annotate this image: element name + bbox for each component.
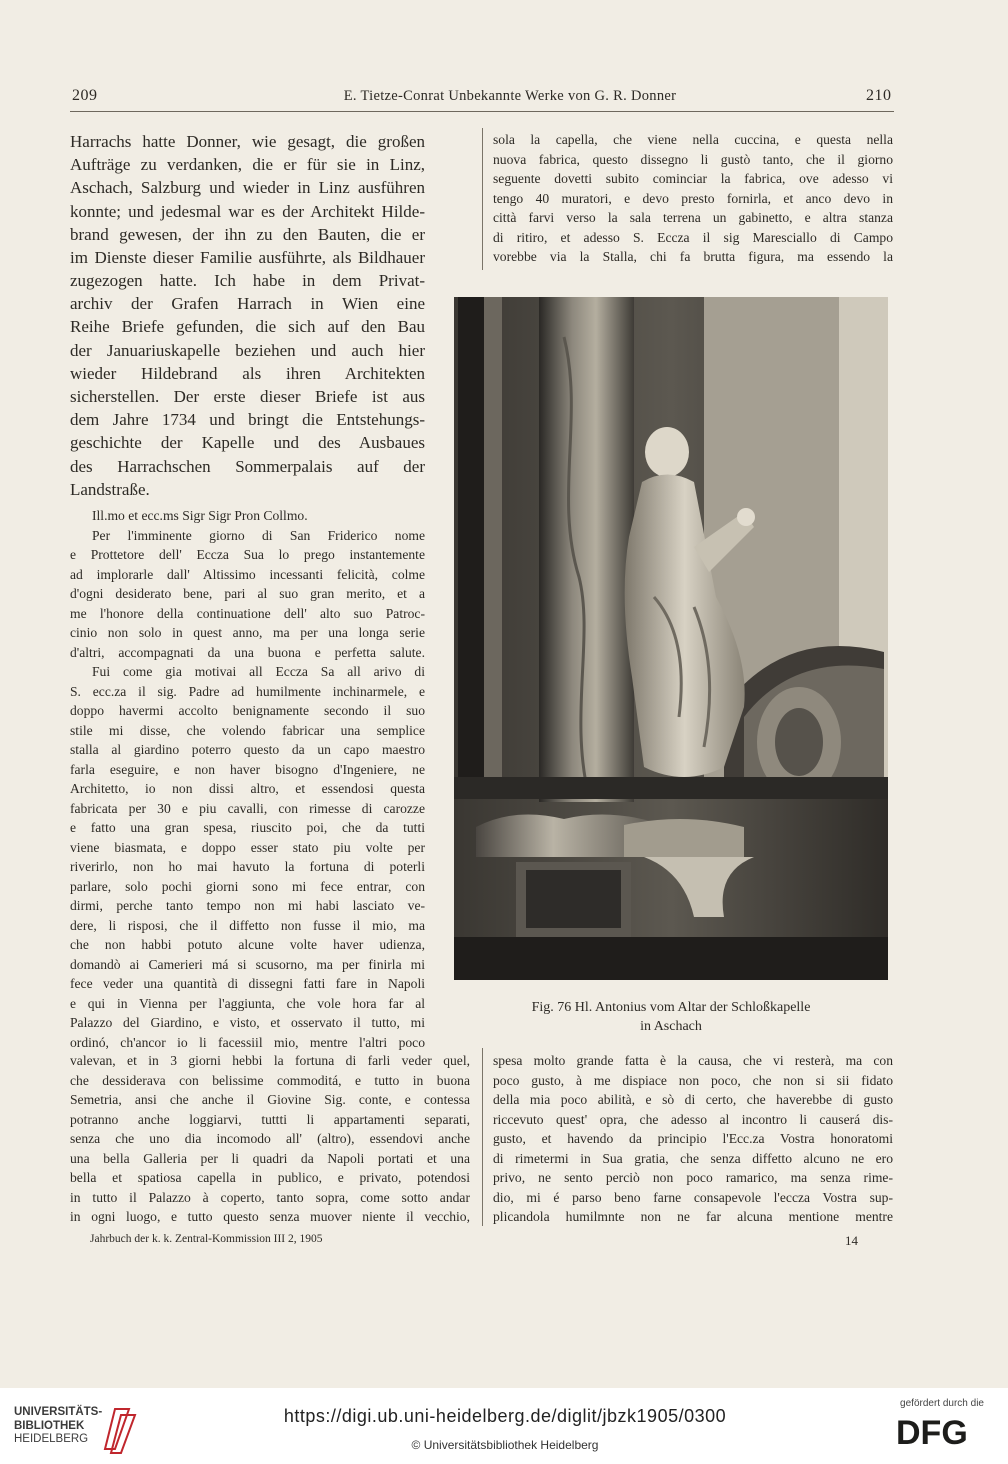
letter-line: e qui in Vienna per l'aggiunta, che vole hora far al [70, 995, 425, 1011]
letter-line: d'altri, accompagnati da una buona e perfetta salute. [70, 644, 425, 660]
caption-line: in Aschach [640, 1019, 702, 1034]
letter-line: seguente dovetti subito cominciar la fabrica, ove adesso vi [493, 171, 893, 186]
letter-line: fece veder una quantità di dissegni fatti fare in Napoli [70, 976, 425, 991]
letter-line: e fatto una gran spesa, riuscito poi, che da tutti [70, 820, 425, 835]
letter-salutation: Ill.mo et ecc.ms Sigr Sigr Pron Collmo. [92, 508, 308, 523]
letter-line: doppo havermi accolto benignamente secondo il suo [70, 703, 425, 718]
text-line: des Harrachschen Sommerpalais auf der [70, 456, 425, 476]
letter-line: sola la capella, che viene nella cuccina, e questa nella [493, 132, 893, 147]
letter-line: nuova fabrica, questo dissegno li gustò tanto, che il giorno [493, 151, 893, 167]
letter-line: di rimetermi in Sua gratia, che senza diffetto alcuno ne ero [493, 1150, 893, 1166]
letter-line: viene biasmata, e doppo esser stato piu volte per [70, 839, 425, 855]
library-logo-icon [95, 1405, 245, 1455]
letter-line: domandò ai Camerieri má si scusorno, ma per finirla mi [70, 956, 425, 972]
letter-line: senza che uno dia incomodo all' (altro), essendovi anche [70, 1131, 470, 1146]
statue-photo-illustration [454, 297, 888, 980]
funding-label: gefördert durch die [900, 1398, 984, 1409]
letter-line: che non habbi potuto alcune volte haver udienza, [70, 937, 425, 952]
dfg-logo-icon [896, 1414, 990, 1448]
italian-letter-wide [70, 1051, 470, 1227]
text-line: Harrachs hatte Donner, wie gesagt, die großen [70, 132, 425, 151]
letter-line: Semetria, ansi che anche il Giovine Sig. conte, e contessa [70, 1092, 470, 1107]
footer-bar [0, 1388, 1008, 1464]
letter-line: spesa molto grande fatta è la causa, che vi resterà, ma con [493, 1053, 893, 1068]
letter-line: fabricata per 30 e piu cavalli, con rimesse di carozze [70, 800, 425, 816]
letter-line: cinio non solo in quest anno, ma per una longa serie [70, 625, 425, 640]
letter-line: farla eseguire, e non haver bisogno d'Ingeniere, ne [70, 761, 425, 777]
letter-line: plicandola humilmnte non ne far alcuna mentione mentre [493, 1209, 893, 1224]
letter-line: dirmi, perche tanto tempo non mi habi lasciato ve- [70, 898, 425, 913]
letter-line: ordinó, ch'ancor io li facessiil mio, mentre l'altri poco [70, 1034, 425, 1050]
running-title: E. Tietze-Conrat Unbekannte Werke von G. R. Donner [343, 88, 677, 104]
letter-line: poco gusto, à me dispiace non poco, che non si sii fidato [493, 1072, 893, 1088]
library-line: HEIDELBERG [14, 1433, 89, 1445]
permalink-url[interactable]: https://digi.ub.uni-heidelberg.de/diglit/jbzk1905/0300 [283, 1406, 727, 1426]
letter-line: Palazzo del Giardino, e visto, et osservato il tutto, mi [70, 1015, 425, 1030]
letter-line: in ogni luogo, e tutto questo senza muover niente il vecchio, [70, 1209, 470, 1224]
page-number-right: 210 [866, 87, 892, 104]
text-line: archiv der Grafen Harrach in Wien eine [70, 294, 425, 314]
letter-line: d'ogni desiderato bene, pari al suo gran merito, et a [70, 586, 425, 601]
letter-line: che dessiderava con belissime commoditá, e tutto in buona [70, 1072, 470, 1088]
dfg-logo-text: DFG [896, 1414, 968, 1448]
letter-line: Fui come gia motivai all Eccza Sa all arivo di [92, 664, 425, 679]
column-divider-top [482, 128, 483, 270]
text-line: dem Jahre 1734 und bringt die Entstehungs- [70, 410, 425, 430]
letter-line: gusto, et havendo da principio l'Ecc.za Vostra honoratomi [493, 1131, 893, 1146]
letter-line: valevan, et in 3 giorni hebbi la fortuna di farli veder quel, [70, 1053, 470, 1068]
text-line: wieder Hildebrand als ihren Architekten [70, 363, 425, 383]
figure-photograph [454, 297, 888, 980]
page-number-left: 209 [72, 87, 98, 104]
library-name [14, 1406, 102, 1447]
text-line: geschichte der Kapelle und des Ausbaues [70, 433, 425, 453]
figure-caption [454, 998, 888, 1036]
caption-line: Fig. 76 Hl. Antonius vom Altar der Schloßkapelle [531, 1000, 811, 1015]
letter-line: me l'honore della continuatione dell' alto suo Patroc- [70, 605, 425, 621]
letter-line: di ritiro, et adesso S. Eccza il sig Maresciallo di Campo [493, 229, 893, 245]
letter-line: parlare, solo pochi giorni sono mi fece entrar, con [70, 878, 425, 894]
letter-line: bella et spatiosa capella in publico, e privato, potendosi [70, 1170, 470, 1185]
text-line: brand gewesen, der ihn zu den Bauten, die er [70, 224, 425, 244]
copyright-notice: © Universitätsbibliothek Heidelberg [411, 1438, 599, 1452]
letter-line: riccevuto quest' opra, che adesso al incontro li causerá dis- [493, 1111, 893, 1127]
letter-line: S. ecc.za il sig. Padre ad humilmente inchinarmele, e [70, 683, 425, 699]
letter-line: Architetto, io non dissi altro, et essendosi questa [70, 781, 425, 796]
signature-mark: 14 [845, 1233, 858, 1248]
letter-line: privo, ne sento perciò non poco ramarico, ma senza rime- [493, 1170, 893, 1185]
letter-line: una bella Galleria per li quadri da Napoli portati et una [70, 1150, 470, 1166]
text-line: Reihe Briefe gefunden, die sich auf den Bau [70, 317, 425, 337]
letter-line: ad implorarle dall' Altissimo incessanti felicità, colme [70, 566, 425, 582]
text-line: der Januariuskapelle beziehen und auch hier [70, 340, 425, 360]
text-line: sicherstellen. Der erste dieser Briefe ist aus [70, 387, 425, 407]
letter-line: dio, mi é parso beno farne consapevole l'eccza Vostra sup- [493, 1189, 893, 1205]
text-line: konnte; und jedesmal war es der Architekt Hilde- [70, 201, 425, 221]
letter-line: e Prottetore dell' Eccza Sua lo prego instantemente [70, 547, 425, 562]
text-line: zugezogen hatte. Ich habe in dem Privat- [70, 271, 425, 290]
letter-line: in tutto il Palazzo à coperto, tanto sopra, come sotto andar [70, 1189, 470, 1205]
letter-line: Per l'imminente giorno di San Friderico nome [92, 527, 425, 543]
letter-line: dere, li risposi, che il diffetto non fusse il mio, ma [70, 917, 425, 933]
german-text-block-narrow [70, 269, 425, 501]
right-column-top [493, 130, 893, 267]
header-rule [70, 111, 894, 112]
german-text-block [70, 130, 425, 269]
text-line: Aufträge zu verdanken, die er für sie in Linz, [70, 155, 425, 175]
library-line: UNIVERSITÄTS- [14, 1406, 103, 1418]
letter-line: della mia poco abilità, e sò di certo, che haverebbe di gusto [493, 1092, 893, 1107]
letter-line: vorebbe via la Stalla, chi fa brutta figura, ma essendo la [493, 249, 893, 264]
letter-line: città farvi verso la sala terrena un gabinetto, e altra stanza [493, 210, 893, 225]
text-line: Aschach, Salzburg und wieder in Linz ausführen [70, 178, 425, 198]
text-line: Landstraße. [70, 479, 150, 499]
letter-line: tengo 40 muratori, e devo presto fornirla, et anco devo in [493, 190, 893, 206]
text-line: im Dienste dieser Familie ausführte, als Bildhauer [70, 248, 425, 268]
letter-line: stalla al giardino poterro questo da un capo maestro [70, 742, 425, 757]
library-line: BIBLIOTHEK [14, 1419, 85, 1432]
right-column-bottom [493, 1051, 893, 1227]
column-divider-bottom [482, 1048, 483, 1226]
journal-footnote: Jahrbuch der k. k. Zentral-Kommission III 2, 1905 [90, 1233, 323, 1245]
letter-line: riverirlo, non ho mai havuto la fortuna di poterli [70, 859, 425, 874]
italian-letter [70, 506, 425, 1052]
letter-line: potranno anche loggiarvi, tuttti li appartamenti separati, [70, 1111, 470, 1127]
letter-line: stile mi disse, che volendo fabricar una semplice [70, 722, 425, 738]
